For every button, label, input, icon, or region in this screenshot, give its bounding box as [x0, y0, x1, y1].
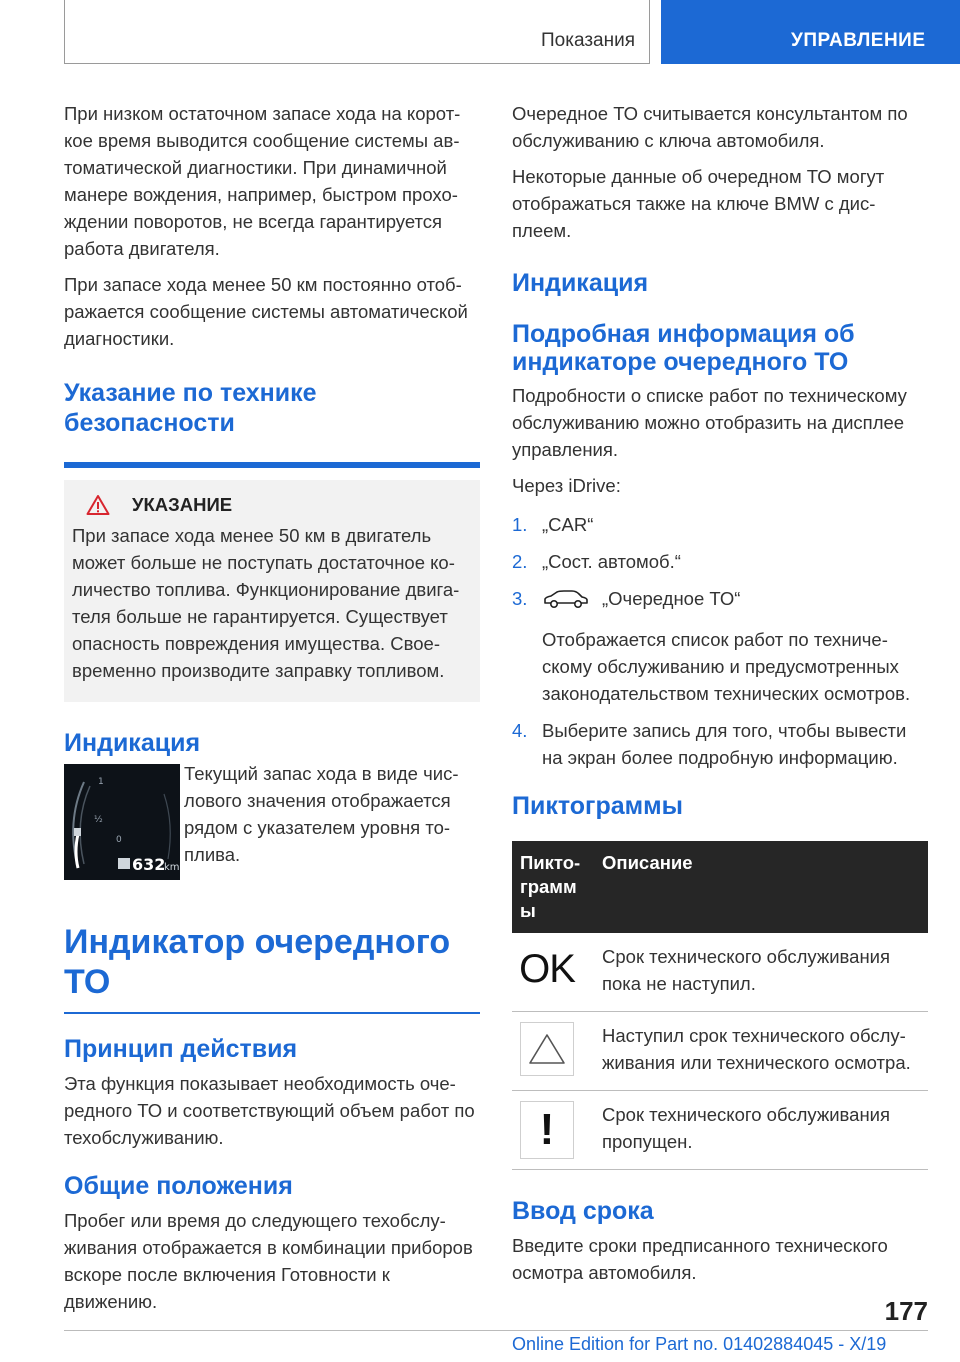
table-cell-description: Наступил срок технического обслуживания или технического осмотра.: [594, 1011, 928, 1090]
step-text: „Очередное ТО“: [602, 588, 741, 609]
general-text: Пробег или время до следующего техобслуживания отображается в комбинации приборов вскоре после включения Готовности к движению.: [64, 1210, 473, 1312]
page-number: 177: [884, 1296, 928, 1326]
step-3: [512, 585, 928, 707]
display-description: Текущий запас хода в виде числового значения отображается рядом с указателем уровня топлива.: [184, 763, 459, 865]
safety-heading: Указание по технике безопасности: [64, 379, 317, 437]
svg-text:½: ½: [94, 815, 103, 825]
header-chapter-label: УПРАВЛЕНИЕ: [791, 30, 926, 51]
service-indicator-heading: Индикатор очередного ТО: [64, 923, 451, 1001]
warning-box: [64, 480, 480, 702]
date-entry-text: Введите сроки предписанного технического осмотра автомобиля.: [512, 1234, 888, 1283]
step-number: 1.: [512, 514, 528, 535]
svg-text:632: 632: [132, 855, 166, 874]
fuel-gauge-graphic: [64, 764, 180, 880]
step-text: Выберите запись для того, чтобы вывести на экран более подробную информацию.: [542, 719, 907, 768]
principle-heading: Принцип действия: [64, 1035, 298, 1063]
pictogram-table: [512, 841, 928, 1170]
left-column: [64, 100, 480, 1315]
right-column: [512, 100, 928, 1286]
car-icon: [542, 589, 590, 609]
step-3-subtext: Отображается список работ по техническому обслуживанию и предусмотренных законодательством технических осмотров.: [542, 628, 911, 704]
steps-list: [512, 511, 928, 771]
principle-text: Эта функция показывает необходимость очередного ТО и соответствующий объем работ по техобслуживанию.: [64, 1073, 475, 1148]
display-heading-left: Индикация: [64, 729, 201, 757]
step-2: [512, 548, 928, 575]
warning-title: [72, 494, 472, 516]
date-entry-heading: Ввод срока: [512, 1196, 654, 1225]
exclamation-icon: [520, 1101, 574, 1159]
table-cell-description: Срок технического обслуживания пока не наступил.: [594, 933, 928, 1012]
gauge-block: [64, 764, 480, 882]
left-paragraph-2: При запасе хода менее 50 км постоянно отображается сообщение системы автоматической диагностики.: [64, 274, 468, 349]
step-4: [512, 717, 928, 771]
step-text: „Сост. автомоб.“: [542, 551, 681, 572]
warning-text: При запасе хода менее 50 км в двигатель может больше не поступать достаточное количество топлива. Функционирование двигателя больше не гарантируется. Существует опасность повреждения имущества. Своевременно производите заправку топливом.: [72, 525, 460, 681]
svg-text:0: 0: [116, 835, 122, 845]
fuel-gauge-image: [64, 764, 180, 880]
left-paragraph-1: При низком остаточном запасе хода на короткое время выводится сообщение системы автоматической диагностики. При динамичной манере вождения, например, быстром прохождении поворотов, не всегда гарантируется работа двигателя.: [64, 103, 461, 259]
svg-text:1: 1: [98, 777, 104, 787]
step-text: „CAR“: [542, 514, 594, 535]
table-row: [512, 1090, 928, 1169]
warning-rule: [64, 462, 480, 468]
detail-text: Подробности о списке работ по техническому обслуживанию можно отобразить на дисплее управления.: [512, 385, 907, 460]
svg-text:km: km: [164, 862, 180, 873]
idrive-text: Через iDrive:: [512, 475, 621, 496]
general-heading: Общие положения: [64, 1172, 293, 1200]
step-number: 3.: [512, 588, 528, 609]
detail-heading: Подробная информация об индикаторе очередного ТО: [512, 320, 855, 376]
header-section-tab: [64, 0, 650, 64]
warning-triangle-icon: [520, 1022, 574, 1076]
step-number: 2.: [512, 551, 528, 572]
table-row: [512, 1011, 928, 1090]
table-header-description: Описание: [594, 841, 928, 933]
table-row: [512, 933, 928, 1012]
step-number: 4.: [512, 719, 528, 741]
table-header-row: [512, 841, 928, 933]
edition-text: Online Edition for Part no. 01402884045 - X/19: [512, 1334, 887, 1354]
ok-icon: [520, 943, 574, 997]
header-chapter-tab: [661, 0, 960, 64]
ok-icon-text: OK: [519, 947, 575, 991]
right-paragraph-1: Очередное ТО считывается консультантом по обслуживанию с ключа автомобиля.: [512, 103, 908, 151]
warning-title-text: УКАЗАНИЕ: [132, 494, 233, 515]
footer-rule: [64, 1330, 928, 1331]
exclamation-icon-text: !: [539, 1105, 555, 1154]
display-heading-right: Индикация: [512, 269, 649, 297]
warning-triangle-icon: [86, 494, 110, 516]
step-1: [512, 511, 928, 538]
pictograms-heading: Пиктограммы: [512, 791, 683, 820]
table-cell-description: Срок технического обслуживания пропущен.: [594, 1090, 928, 1169]
right-paragraph-2: Некоторые данные об очередном ТО могут отображаться также на ключе BMW с дисплеем.: [512, 166, 885, 241]
header-section-label: Показания: [541, 30, 635, 51]
service-heading-rule: [64, 1012, 480, 1014]
table-header-pictogram: Пиктограмм ы: [512, 841, 594, 933]
